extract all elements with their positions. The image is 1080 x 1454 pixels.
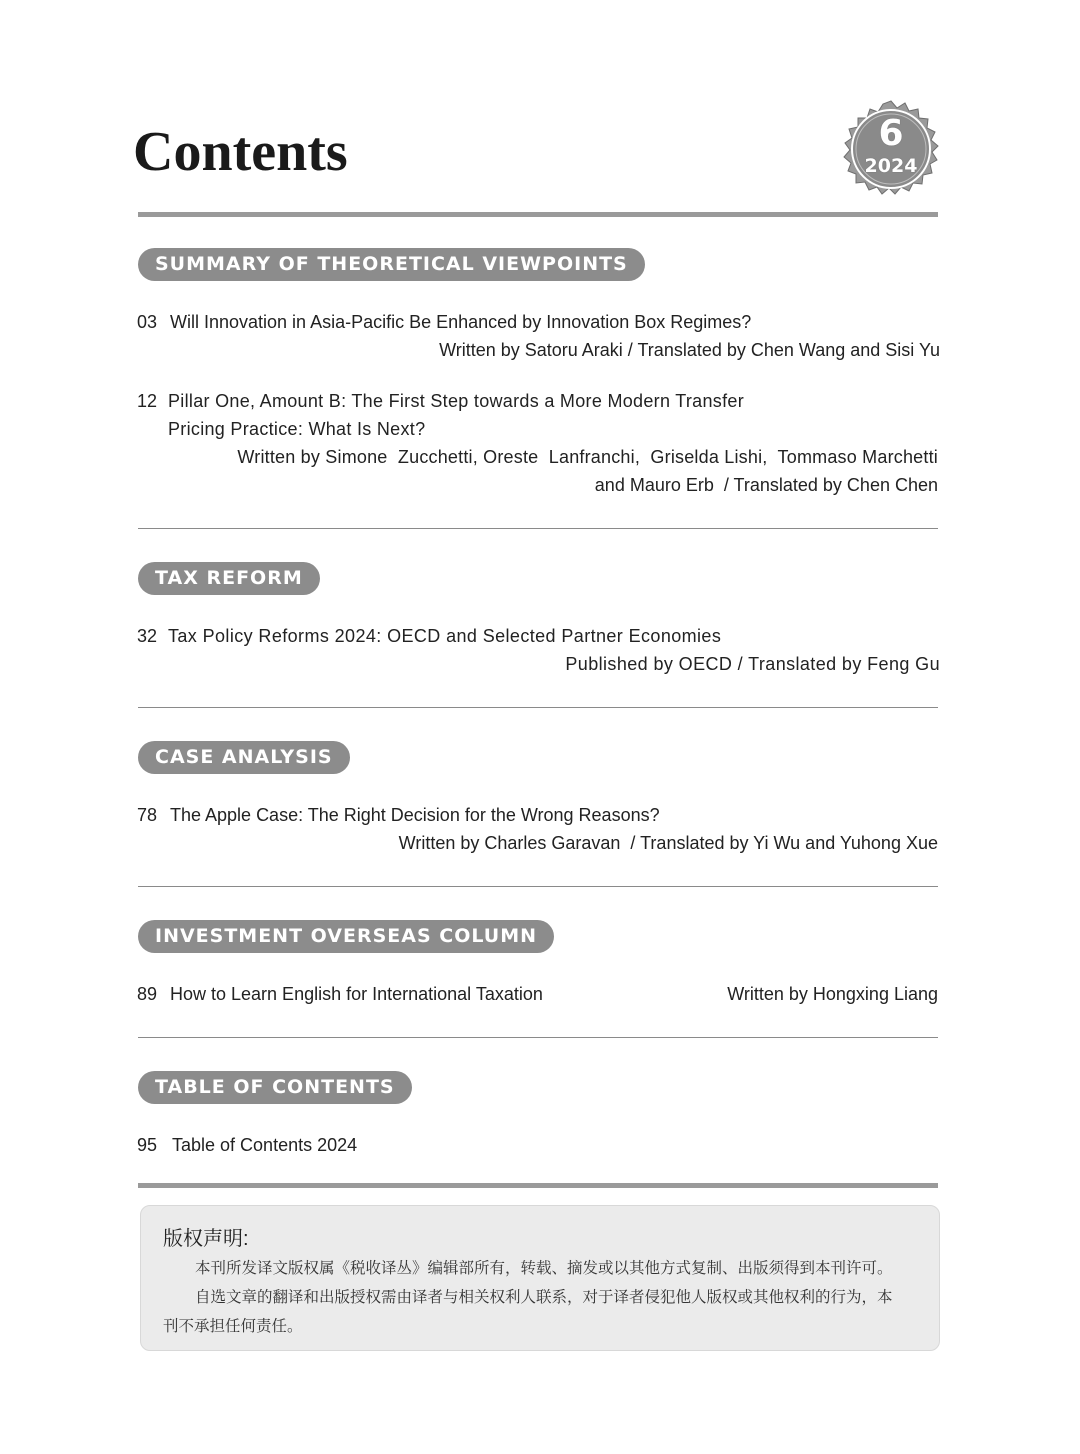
entry-page-number: 95 [137,1135,158,1155]
section-label-case-analysis: CASE ANALYSIS [138,741,350,774]
entry-credit: Written by Simone Zucchetti, Oreste Lanfranchi, Griselda Lishi, Tommaso Marchetti [237,447,938,467]
page-title: Contents [133,121,348,183]
entry-credit: Written by Charles Garavan / Translated by Yi Wu and Yuhong Xue [398,833,938,853]
footer-divider [138,1183,938,1188]
copyright-notice [140,1205,940,1351]
entry-page-number: 03 [137,312,158,332]
notice-paragraph: 本刊所发译文版权属《税收译丛》编辑部所有，转载、摘发或以其他方式复制、出版须得到本刊许可。 [195,1260,893,1277]
entry-title: Pillar One, Amount B: The First Step towards a More Modern Transfer [168,391,744,411]
entry-title: Tax Policy Reforms 2024: OECD and Selected Partner Economies [168,626,722,646]
entry-title: Table of Contents 2024 [172,1135,358,1155]
entry-page-number: 12 [137,391,158,411]
section-divider [138,886,938,887]
entry-credit: Published by OECD / Translated by Feng Gu [565,654,940,674]
entry-page-number: 32 [137,626,158,646]
entry-credit-continued: and Mauro Erb / Translated by Chen Chen [594,475,938,495]
section-divider [138,1037,938,1038]
entry-page-number: 78 [137,805,158,825]
section-label-tax-reform: TAX REFORM [138,562,320,595]
section-label-summary: SUMMARY OF THEORETICAL VIEWPOINTS [138,248,645,281]
header-divider [138,212,938,217]
section-divider [138,707,938,708]
issue-seal [842,100,940,198]
entry-title: Will Innovation in Asia-Pacific Be Enhanced by Innovation Box Regimes? [170,312,752,332]
notice-paragraph-continued: 刊不承担任何责任。 [163,1318,303,1335]
issue-number: 6 [878,113,904,154]
issue-year: 2024 [864,155,918,177]
entry-credit: Written by Hongxing Liang [727,984,938,1004]
notice-title: 版权声明: [163,1228,249,1250]
entry-title-continued: Pricing Practice: What Is Next? [168,419,426,439]
section-divider [138,528,938,529]
entry-title: How to Learn English for International Taxation [170,984,543,1004]
entry-title: The Apple Case: The Right Decision for the Wrong Reasons? [170,805,660,825]
section-label-table-of-contents: TABLE OF CONTENTS [138,1071,412,1104]
section-label-investment-overseas: INVESTMENT OVERSEAS COLUMN [138,920,554,953]
entry-credit: Written by Satoru Araki / Translated by Chen Wang and Sisi Yu [439,340,940,360]
notice-paragraph: 自选文章的翻译和出版授权需由译者与相关权利人联系，对于译者侵犯他人版权或其他权利的行为，本 [195,1289,893,1306]
entry-page-number: 89 [137,984,158,1004]
